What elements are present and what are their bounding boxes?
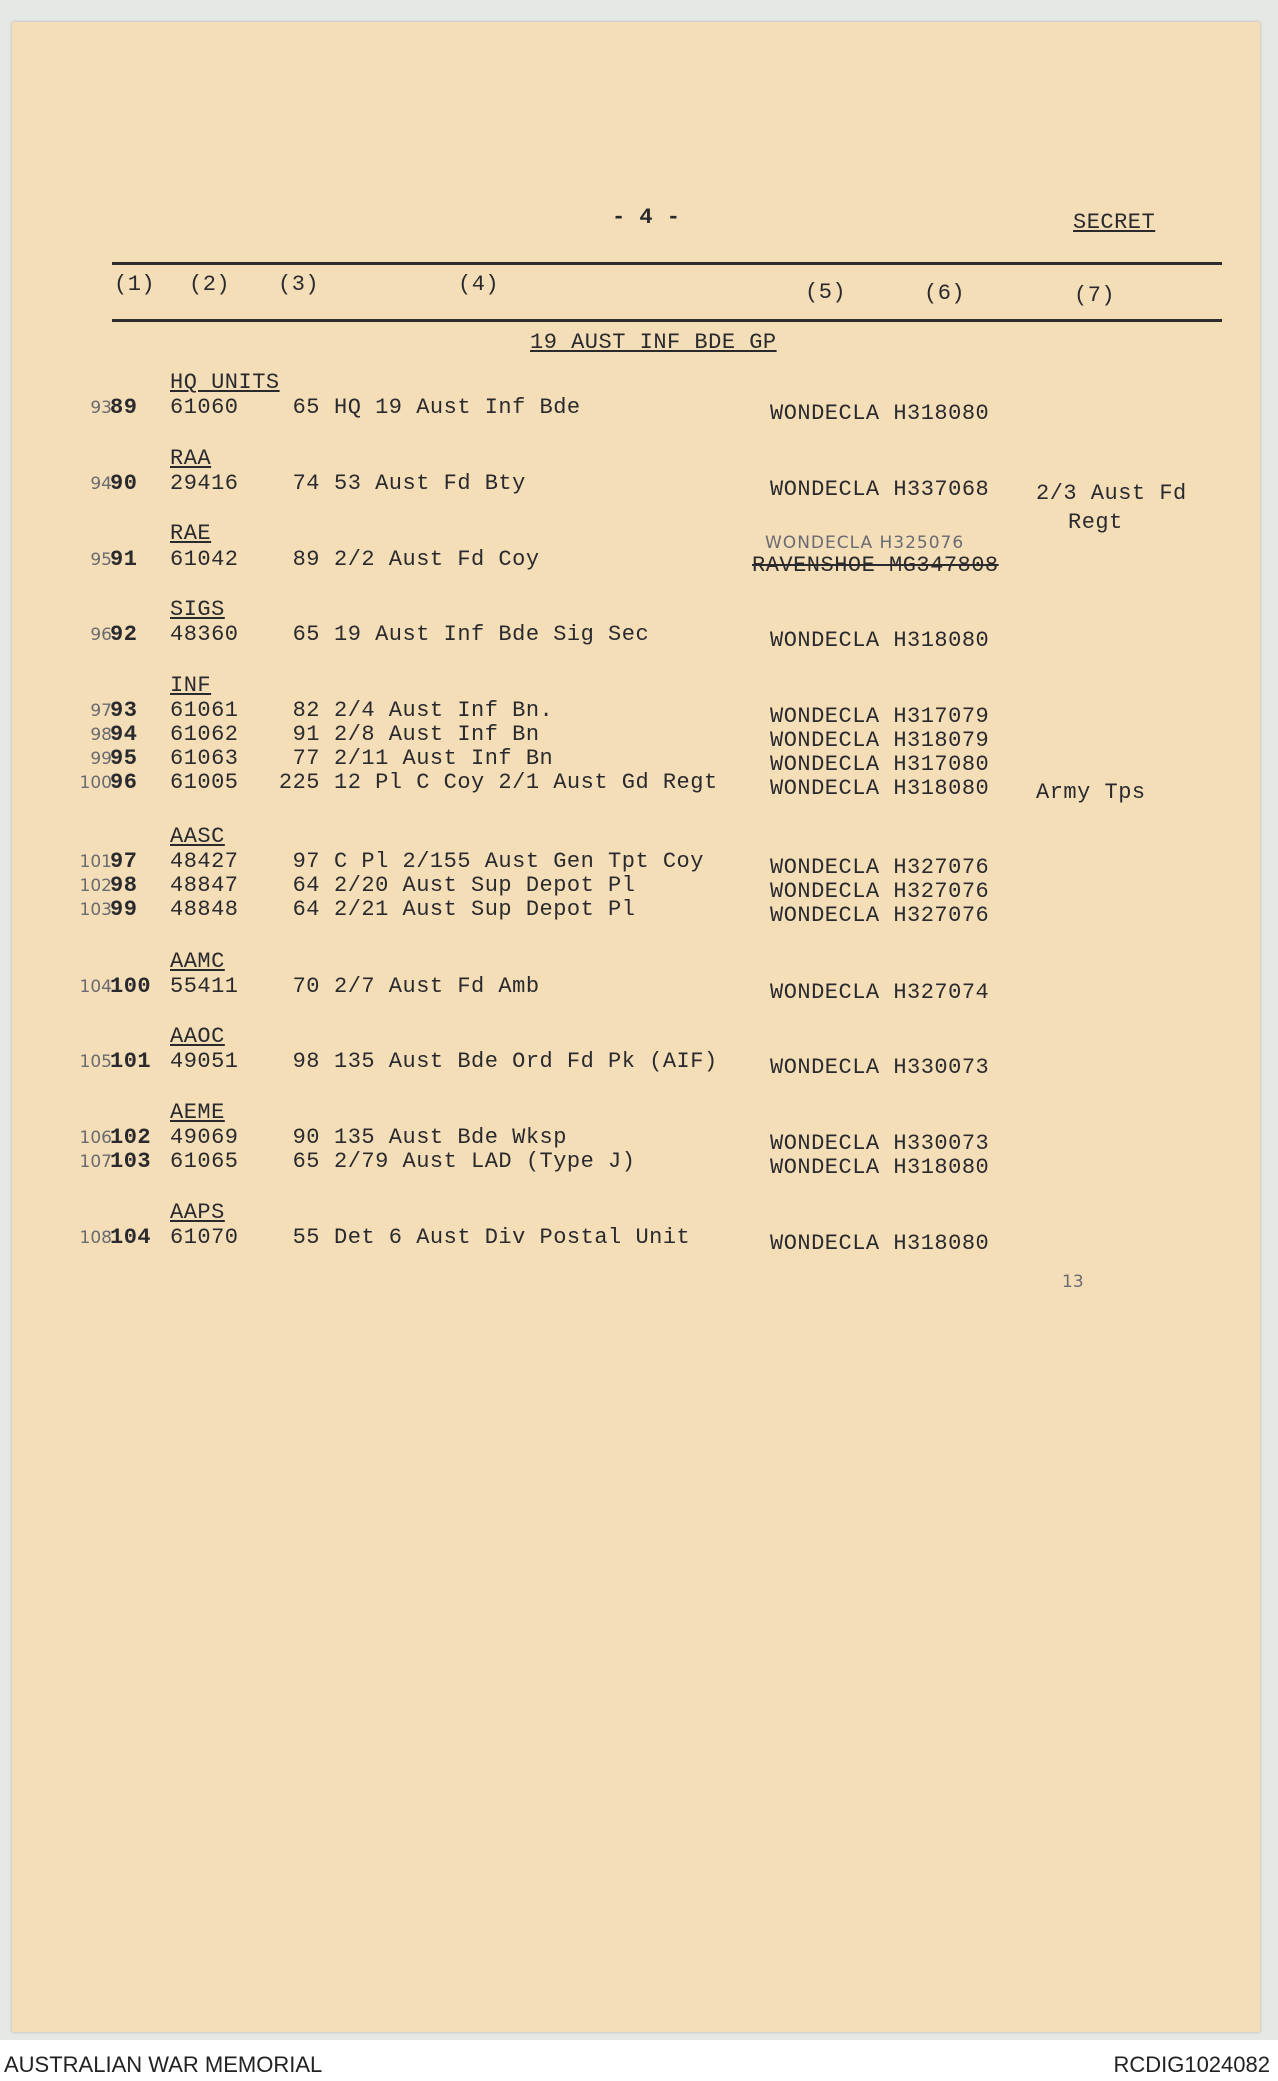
handwritten-serial: 100 [79, 773, 112, 793]
header-rule-bottom [112, 319, 1222, 322]
serial-number: 102 [110, 1125, 152, 1150]
column-header-5: (5) [805, 280, 847, 305]
unit-name: 2/4 Aust Inf Bn. [334, 698, 554, 723]
personnel-count: 70 [292, 974, 320, 999]
location: WONDECLA H317079 [770, 704, 990, 729]
personnel-count: 77 [292, 746, 320, 771]
remarks: Army Tps [1036, 780, 1146, 805]
serial-number: 97 [110, 849, 138, 874]
remark-continuation: Regt [1068, 510, 1123, 535]
unit-name: 2/21 Aust Sup Depot Pl [334, 897, 636, 922]
section-title: 19 AUST INF BDE GP [530, 330, 777, 355]
personnel-count: 64 [292, 897, 320, 922]
serial-number: 100 [110, 974, 152, 999]
unit-code: 55411 [170, 974, 239, 999]
handwritten-serial: 99 [90, 749, 112, 769]
serial-number: 89 [110, 395, 138, 420]
personnel-count: 91 [292, 722, 320, 747]
unit-code: 48847 [170, 873, 239, 898]
serial-number: 104 [110, 1225, 152, 1250]
section-heading: AAMC [170, 949, 225, 974]
unit-code: 48848 [170, 897, 239, 922]
serial-number: 98 [110, 873, 138, 898]
handwritten-serial: 104 [79, 977, 112, 997]
column-header-6: (6) [924, 281, 966, 306]
unit-code: 61070 [170, 1225, 239, 1250]
location: WONDECLA H330073 [770, 1055, 990, 1080]
personnel-count: 55 [292, 1225, 320, 1250]
section-heading: AAPS [170, 1200, 225, 1225]
column-header-2: (2) [189, 272, 231, 297]
section-heading: AASC [170, 824, 225, 849]
personnel-count: 74 [292, 471, 320, 496]
handwritten-serial: 94 [90, 474, 112, 494]
serial-number: 94 [110, 722, 138, 747]
location: WONDECLA H318080 [770, 776, 990, 801]
location: RAVENSHOE MG347808 [752, 553, 999, 578]
serial-number: 99 [110, 897, 138, 922]
header-rule-top [112, 262, 1222, 265]
location: WONDECLA H318080 [770, 628, 990, 653]
footer-id: RCDIG1024082 [1113, 2052, 1270, 2077]
serial-number: 101 [110, 1049, 152, 1074]
serial-number: 96 [110, 770, 138, 795]
handwritten-serial: 102 [79, 876, 112, 896]
personnel-count: 65 [292, 395, 320, 420]
unit-name: 2/2 Aust Fd Coy [334, 547, 540, 572]
location: WONDECLA H327074 [770, 980, 990, 1005]
handwritten-serial: 95 [90, 550, 112, 570]
unit-code: 61061 [170, 698, 239, 723]
column-header-7: (7) [1074, 283, 1116, 308]
unit-code: 61063 [170, 746, 239, 771]
personnel-count: 97 [292, 849, 320, 874]
margin-note: 13 [1062, 1272, 1084, 1292]
unit-code: 61042 [170, 547, 239, 572]
handwritten-serial: 98 [90, 725, 112, 745]
personnel-count: 90 [292, 1125, 320, 1150]
handwritten-serial: 105 [79, 1052, 112, 1072]
handwritten-serial: 108 [79, 1228, 112, 1248]
unit-code: 61060 [170, 395, 239, 420]
unit-name: 12 Pl C Coy 2/1 Aust Gd Regt [334, 770, 718, 795]
unit-name: 2/20 Aust Sup Depot Pl [334, 873, 636, 898]
unit-name: 19 Aust Inf Bde Sig Sec [334, 622, 650, 647]
handwritten-serial: 103 [79, 900, 112, 920]
unit-name: HQ 19 Aust Inf Bde [334, 395, 581, 420]
serial-number: 90 [110, 471, 138, 496]
serial-number: 95 [110, 746, 138, 771]
handwritten-serial: 107 [79, 1152, 112, 1172]
personnel-count: 98 [292, 1049, 320, 1074]
column-header-4: (4) [458, 272, 500, 297]
unit-code: 29416 [170, 471, 239, 496]
section-heading: AAOC [170, 1024, 225, 1049]
unit-name: 135 Aust Bde Ord Fd Pk (AIF) [334, 1049, 718, 1074]
remarks: 2/3 Aust Fd [1036, 481, 1187, 506]
unit-name: 2/79 Aust LAD (Type J) [334, 1149, 636, 1174]
handwritten-serial: 106 [79, 1128, 112, 1148]
section-heading: RAE [170, 521, 212, 546]
handwritten-serial: 93 [90, 398, 112, 418]
handwritten-serial: 101 [79, 852, 112, 872]
unit-name: 2/11 Aust Inf Bn [334, 746, 554, 771]
section-heading: HQ UNITS [170, 370, 280, 395]
location: WONDECLA H318079 [770, 728, 990, 753]
personnel-count: 225 [278, 770, 320, 795]
unit-name: C Pl 2/155 Aust Gen Tpt Coy [334, 849, 704, 874]
unit-code: 61065 [170, 1149, 239, 1174]
section-heading: AEME [170, 1100, 225, 1125]
personnel-count: 89 [292, 547, 320, 572]
location: WONDECLA H318080 [770, 1231, 990, 1256]
location: WONDECLA H317080 [770, 752, 990, 777]
column-header-3: (3) [278, 272, 320, 297]
unit-code: 49069 [170, 1125, 239, 1150]
serial-number: 91 [110, 547, 138, 572]
unit-name: 2/7 Aust Fd Amb [334, 974, 540, 999]
column-header-1: (1) [114, 272, 156, 297]
unit-name: 135 Aust Bde Wksp [334, 1125, 567, 1150]
personnel-count: 65 [292, 1149, 320, 1174]
classification-label: SECRET [1073, 210, 1156, 235]
unit-code: 48427 [170, 849, 239, 874]
unit-code: 61005 [170, 770, 239, 795]
unit-name: Det 6 Aust Div Postal Unit [334, 1225, 691, 1250]
serial-number: 92 [110, 622, 138, 647]
location: WONDECLA H318080 [770, 1155, 990, 1180]
personnel-count: 64 [292, 873, 320, 898]
location: WONDECLA H327076 [770, 879, 990, 904]
location: WONDECLA H330073 [770, 1131, 990, 1156]
section-heading: SIGS [170, 597, 225, 622]
handwritten-serial: 96 [90, 625, 112, 645]
location-correction: WONDECLA H325076 [765, 533, 965, 553]
unit-code: 61062 [170, 722, 239, 747]
unit-code: 49051 [170, 1049, 239, 1074]
location: WONDECLA H327076 [770, 903, 990, 928]
section-heading: RAA [170, 446, 212, 471]
personnel-count: 65 [292, 622, 320, 647]
section-heading: INF [170, 673, 212, 698]
location: WONDECLA H327076 [770, 855, 990, 880]
footer-credit: AUSTRALIAN WAR MEMORIAL [4, 2052, 323, 2077]
serial-number: 93 [110, 698, 138, 723]
page-number: - 4 - [612, 205, 681, 230]
unit-name: 2/8 Aust Inf Bn [334, 722, 540, 747]
unit-code: 48360 [170, 622, 239, 647]
handwritten-serial: 97 [90, 701, 112, 721]
serial-number: 103 [110, 1149, 152, 1174]
unit-name: 53 Aust Fd Bty [334, 471, 526, 496]
location: WONDECLA H337068 [770, 477, 990, 502]
location: WONDECLA H318080 [770, 401, 990, 426]
personnel-count: 82 [292, 698, 320, 723]
